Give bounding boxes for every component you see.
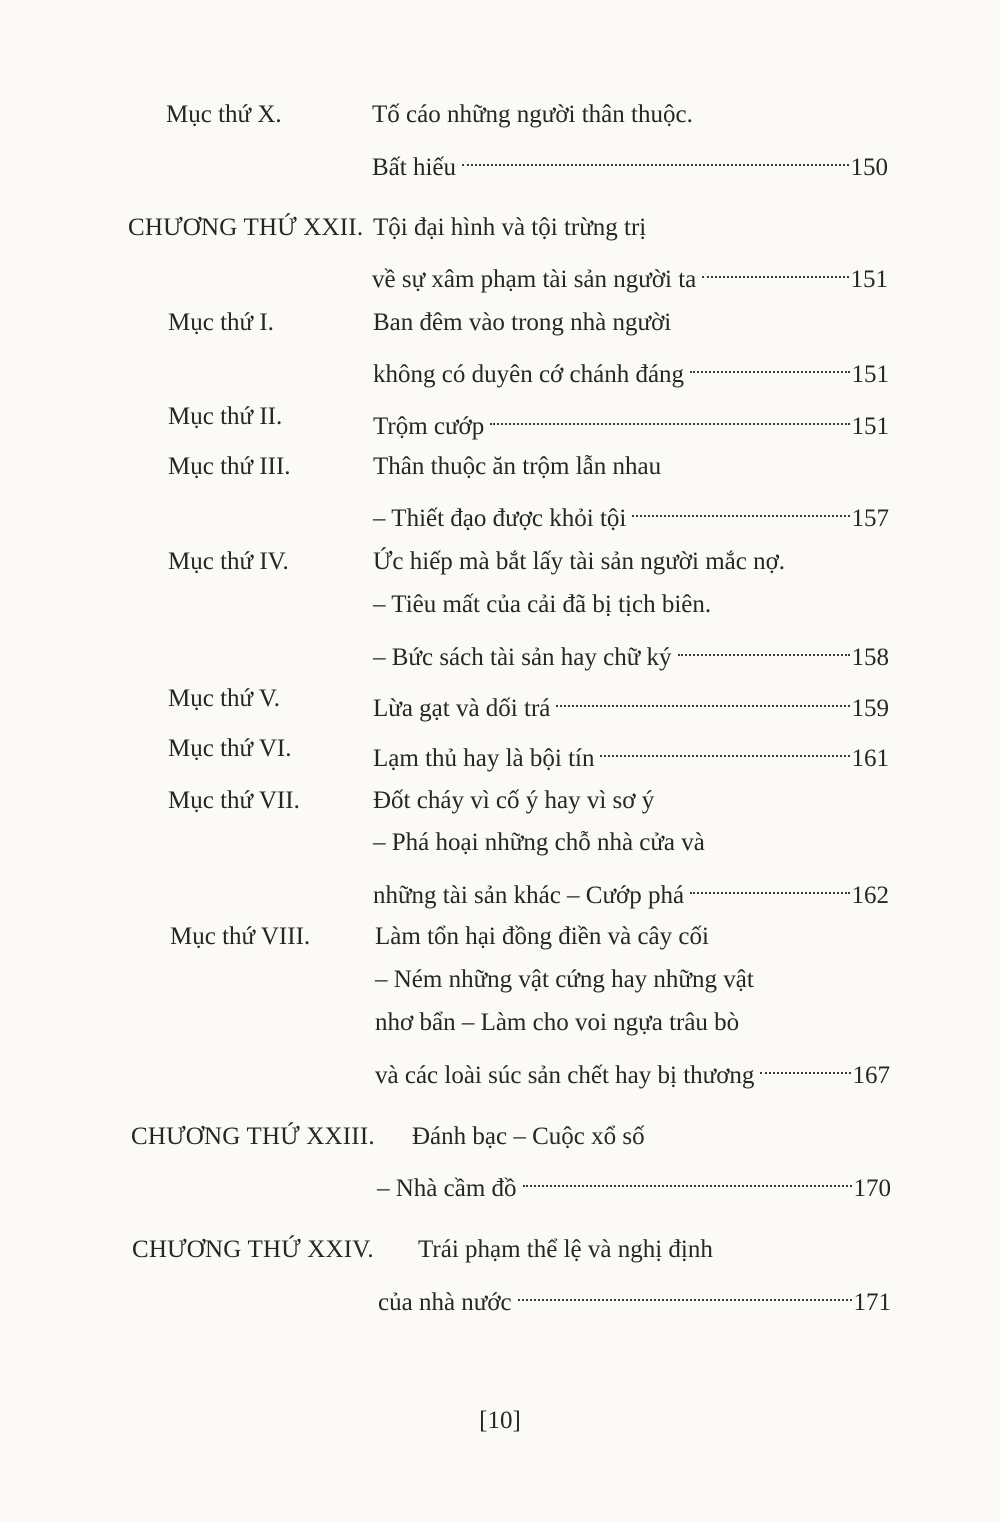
toc-title-chuong-24: Trái phạm thể lệ và nghị định [418,1236,713,1263]
toc-title-chuong-22: Tội đại hình và tội trừng trị [373,214,647,241]
toc-page-number: 170 [853,1175,891,1202]
toc-entry-muc-2[interactable] [373,400,889,440]
toc-title-line: – Bức sách tài sản hay chữ ký [373,644,672,671]
toc-page-number: 150 [850,154,888,181]
toc-page-number: 162 [851,882,889,909]
toc-title-line: – Thiết đạo được khỏi tội [373,505,627,532]
toc-title-muc-7-line2: – Phá hoại những chỗ nhà cửa và [373,829,705,856]
toc-title-line: Bất hiếu [372,154,457,181]
toc-label-muc-6: Mục thứ VI. [168,735,292,762]
toc-title-line: và các loài súc sản chết hay bị thương [375,1062,755,1089]
toc-label-muc-2: Mục thứ II. [168,403,283,430]
toc-title-line: Lạm thủ hay là bội tín [373,745,595,772]
dot-leader [690,869,849,903]
toc-title-muc-8-line3: nhơ bẩn – Làm cho voi ngựa trâu bò [375,1009,740,1036]
toc-entry-muc-5[interactable] [373,682,889,722]
toc-title-line: của nhà nước [378,1289,512,1316]
dot-leader [678,631,850,665]
toc-title-line: về sự xâm phạm tài sản người ta [372,266,697,293]
dot-leader [690,348,849,382]
toc-title-muc-8: Làm tổn hại đồng điền và cây cối [375,923,709,950]
dot-leader [523,1162,852,1196]
toc-label-chuong-23: CHƯƠNG THỨ XXIII. [131,1123,375,1150]
toc-page-number: 158 [851,644,889,671]
toc-entry-muc-7[interactable] [373,869,889,909]
toc-title-muc-3: Thân thuộc ăn trộm lẫn nhau [373,453,662,480]
toc-page-number: 157 [851,505,889,532]
toc-title-line: không có duyên cớ chánh đáng [373,361,685,388]
toc-label-muc-3: Mục thứ III. [168,453,291,480]
dot-leader [760,1049,850,1083]
toc-page-number: 161 [851,745,889,772]
dot-leader [462,141,848,175]
toc-label-muc-10: Mục thứ X. [166,101,282,128]
toc-title-muc-1: Ban đêm vào trong nhà người [373,309,672,336]
toc-label-muc-8: Mục thứ VIII. [170,923,311,950]
toc-label-chuong-24: CHƯƠNG THỨ XXIV. [132,1236,374,1263]
toc-label-muc-1: Mục thứ I. [168,309,274,336]
toc-entry-chuong-24[interactable] [378,1276,891,1316]
toc-page-number: 151 [851,361,889,388]
toc-entry-chuong-22[interactable] [372,253,888,293]
toc-title-muc-7: Đốt cháy vì cố ý hay vì sơ ý [373,787,655,814]
dot-leader [632,492,849,526]
toc-label-chuong-22: CHƯƠNG THỨ XXII. [128,214,364,241]
dot-leader [702,253,848,287]
toc-entry-chuong-23[interactable] [377,1162,891,1202]
toc-title-muc-4-line2: – Tiêu mất của cải đã bị tịch biên. [373,591,712,618]
toc-page-number: 167 [852,1062,890,1089]
toc-title-line: – Nhà cầm đồ [377,1175,517,1202]
toc-title-chuong-23: Đánh bạc – Cuộc xổ số [412,1123,645,1150]
toc-page-number: 151 [851,413,889,440]
dot-leader [556,682,849,716]
toc-page-number: 171 [853,1289,891,1316]
toc-entry-muc-10[interactable] [372,141,888,181]
toc-label-muc-5: Mục thứ V. [168,685,280,712]
toc-label-muc-4: Mục thứ IV. [168,548,289,575]
toc-label-muc-7: Mục thứ VII. [168,787,300,814]
dot-leader [518,1276,852,1310]
page-number: [10] [479,1407,521,1434]
toc-page-number: 159 [851,695,889,722]
toc-title-line: Trộm cướp [373,413,485,440]
toc-title-muc-10: Tố cáo những người thân thuộc. [372,101,693,128]
toc-title-line: Lừa gạt và dối trá [373,695,551,722]
dot-leader [490,400,849,434]
toc-page-number: 151 [850,266,888,293]
toc-entry-muc-1[interactable] [373,348,889,388]
toc-entry-muc-3[interactable] [373,492,889,532]
toc-entry-muc-4[interactable] [373,631,889,671]
dot-leader [600,732,849,766]
toc-title-muc-8-line2: – Ném những vật cứng hay những vật [375,966,754,993]
toc-title-muc-4: Ức hiếp mà bắt lấy tài sản người mắc nợ. [373,548,786,575]
toc-title-line: những tài sản khác – Cướp phá [373,882,685,909]
toc-entry-muc-6[interactable] [373,732,889,772]
toc-entry-muc-8[interactable] [375,1049,890,1089]
